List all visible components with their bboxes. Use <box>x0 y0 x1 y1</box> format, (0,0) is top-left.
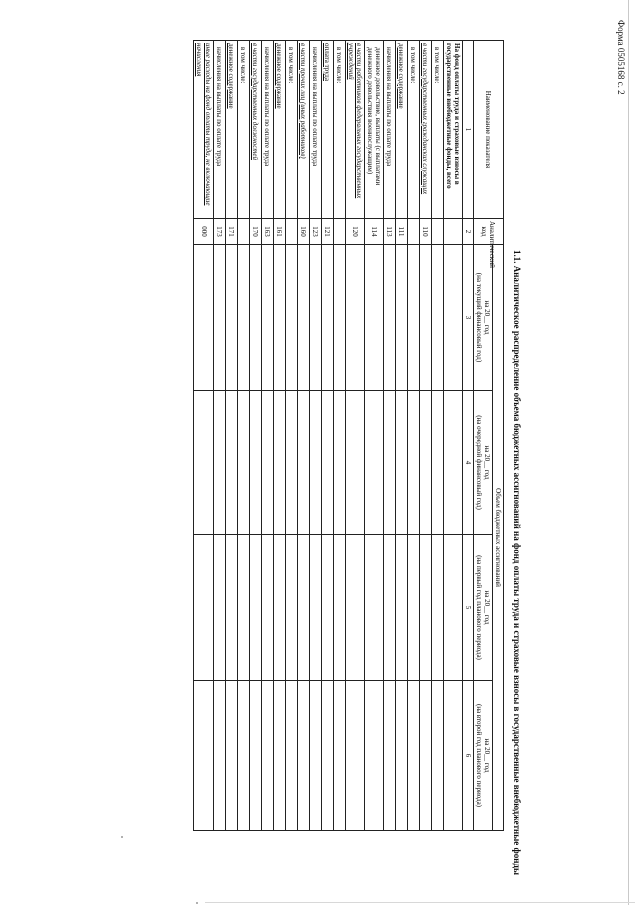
table-row <box>225 41 237 831</box>
value-cell <box>419 245 431 391</box>
value-cell <box>333 245 345 391</box>
row-name: в части прочих лиц (иных работников) <box>297 41 309 219</box>
value-cell <box>333 535 345 681</box>
table-row <box>297 41 309 831</box>
header-period: на 20__ год (на очередной финансовый год) <box>473 391 492 535</box>
value-cell <box>273 391 285 535</box>
row-code: 110 <box>419 219 431 245</box>
row-code: 160 <box>297 219 309 245</box>
allocation-table <box>193 40 504 831</box>
row-code <box>407 219 419 245</box>
row-name: денежное содержание <box>225 41 237 219</box>
table-row <box>333 41 345 831</box>
value-cell <box>285 391 297 535</box>
row-name: в том числе: <box>407 41 419 219</box>
row-code: 114 <box>364 219 383 245</box>
row-code: 111 <box>395 219 407 245</box>
table-row <box>321 41 333 831</box>
value-cell <box>443 391 462 535</box>
table-row <box>213 41 225 831</box>
row-name: в том числе: <box>431 41 443 219</box>
row-code: 121 <box>321 219 333 245</box>
table-row <box>395 41 407 831</box>
header-period: на 20__ год (на текущий финансовый год) <box>473 245 492 391</box>
value-cell <box>194 245 213 391</box>
header-group: Объем бюджетных ассигнований <box>492 245 503 831</box>
value-cell <box>213 245 225 391</box>
value-cell <box>419 681 431 831</box>
row-code: 171 <box>225 219 237 245</box>
row-name: начисления на выплаты по оплате труда <box>383 41 395 219</box>
value-cell <box>395 681 407 831</box>
value-cell <box>285 681 297 831</box>
value-cell <box>431 535 443 681</box>
row-code: 000 <box>194 219 213 245</box>
value-cell <box>285 535 297 681</box>
value-cell <box>237 391 249 535</box>
value-cell <box>383 391 395 535</box>
value-cell <box>213 681 225 831</box>
value-cell <box>237 245 249 391</box>
value-cell <box>443 681 462 831</box>
table-row <box>443 41 462 831</box>
value-cell <box>309 391 321 535</box>
value-cell <box>345 535 364 681</box>
value-cell <box>383 245 395 391</box>
table-row <box>237 41 249 831</box>
value-cell <box>345 681 364 831</box>
header-name: Наименование показателя <box>473 41 503 219</box>
value-cell <box>297 681 309 831</box>
value-cell <box>395 245 407 391</box>
value-cell <box>225 681 237 831</box>
value-cell <box>261 681 273 831</box>
value-cell <box>345 391 364 535</box>
row-code: 170 <box>249 219 261 245</box>
table-row <box>431 41 443 831</box>
row-name: в части государственных должностей <box>249 41 261 219</box>
value-cell <box>431 245 443 391</box>
column-number: 6 <box>462 681 473 831</box>
value-cell <box>419 391 431 535</box>
value-cell <box>213 535 225 681</box>
value-cell <box>297 245 309 391</box>
row-code: 161 <box>273 219 285 245</box>
table-row <box>364 41 383 831</box>
row-code: 163 <box>261 219 273 245</box>
table-row <box>249 41 261 831</box>
value-cell <box>364 245 383 391</box>
row-name: начисления на выплаты по оплате труда <box>261 41 273 219</box>
value-cell <box>194 535 213 681</box>
row-name: оплата труда <box>321 41 333 219</box>
header-code: Аналитический код <box>473 219 503 245</box>
value-cell <box>383 535 395 681</box>
row-name: в части работников федеральных государственных учреждений <box>345 41 364 219</box>
value-cell <box>364 535 383 681</box>
value-cell <box>285 245 297 391</box>
value-cell <box>225 535 237 681</box>
table-body <box>194 41 462 831</box>
value-cell <box>261 245 273 391</box>
row-code <box>443 219 462 245</box>
row-name: иные расходы на фонд оплаты труда, не включающие начисления <box>194 41 213 219</box>
row-name: начисления на выплаты по оплате труда <box>309 41 321 219</box>
column-number: 1 <box>462 41 473 219</box>
value-cell <box>194 391 213 535</box>
row-code <box>431 219 443 245</box>
row-name: в части государственных гражданских служащих <box>419 41 431 219</box>
value-cell <box>407 391 419 535</box>
value-cell <box>297 535 309 681</box>
table-row <box>345 41 364 831</box>
value-cell <box>443 535 462 681</box>
value-cell <box>213 391 225 535</box>
value-cell <box>431 681 443 831</box>
value-cell <box>407 535 419 681</box>
value-cell <box>249 245 261 391</box>
column-number: 5 <box>462 535 473 681</box>
column-number: 4 <box>462 391 473 535</box>
table-row <box>285 41 297 831</box>
value-cell <box>225 245 237 391</box>
row-name: в том числе: <box>237 41 249 219</box>
value-cell <box>309 535 321 681</box>
value-cell <box>249 681 261 831</box>
table-row <box>194 41 213 831</box>
table-row <box>383 41 395 831</box>
row-name: денежное содержание <box>395 41 407 219</box>
value-cell <box>309 245 321 391</box>
value-cell <box>443 245 462 391</box>
row-name: начисления на выплаты по оплате труда <box>213 41 225 219</box>
value-cell <box>419 535 431 681</box>
value-cell <box>273 535 285 681</box>
table-row <box>261 41 273 831</box>
value-cell <box>321 391 333 535</box>
value-cell <box>321 681 333 831</box>
row-code: 120 <box>345 219 364 245</box>
value-cell <box>225 391 237 535</box>
form-label: Форма 0505168 с. 2 <box>616 20 626 95</box>
row-code <box>285 219 297 245</box>
row-code: 113 <box>383 219 395 245</box>
row-name: в том числе: <box>333 41 345 219</box>
value-cell <box>431 391 443 535</box>
row-name: денежное довольствие, выплаты (с выплатами денежного довольствия военнослужащим) <box>364 41 383 219</box>
value-cell <box>383 681 395 831</box>
row-code <box>333 219 345 245</box>
value-cell <box>237 535 249 681</box>
table-row <box>273 41 285 831</box>
table-title: 1.1. Аналитическое распределение объема бюджетных ассигнований на фонд оплаты труда и страховые взносы в государственные внебюджетные фонды <box>512 250 522 875</box>
value-cell <box>407 681 419 831</box>
value-cell <box>261 391 273 535</box>
value-cell <box>364 391 383 535</box>
column-number: 3 <box>462 245 473 391</box>
header-period: на 20__ год (на первый год планового периода) <box>473 535 492 681</box>
table-row <box>419 41 431 831</box>
table-row <box>407 41 419 831</box>
value-cell <box>297 391 309 535</box>
row-code <box>237 219 249 245</box>
value-cell <box>345 245 364 391</box>
value-cell <box>407 245 419 391</box>
row-name: в том числе: <box>285 41 297 219</box>
header-period: на 20__ год (на второй год планового периода) <box>473 681 492 831</box>
value-cell <box>194 681 213 831</box>
value-cell <box>261 535 273 681</box>
value-cell <box>395 391 407 535</box>
row-name: На фонд оплаты труда и страховые взносы в государственные внебюджетные фонды, всего <box>443 41 462 219</box>
value-cell <box>364 681 383 831</box>
row-code: 173 <box>213 219 225 245</box>
value-cell <box>333 681 345 831</box>
value-cell <box>249 535 261 681</box>
table-row <box>309 41 321 831</box>
value-cell <box>333 391 345 535</box>
column-number: 2 <box>462 219 473 245</box>
value-cell <box>237 681 249 831</box>
value-cell <box>309 681 321 831</box>
value-cell <box>273 681 285 831</box>
value-cell <box>321 535 333 681</box>
row-name: денежное содержание <box>273 41 285 219</box>
value-cell <box>395 535 407 681</box>
value-cell <box>321 245 333 391</box>
value-cell <box>273 245 285 391</box>
row-code: 123 <box>309 219 321 245</box>
value-cell <box>249 391 261 535</box>
